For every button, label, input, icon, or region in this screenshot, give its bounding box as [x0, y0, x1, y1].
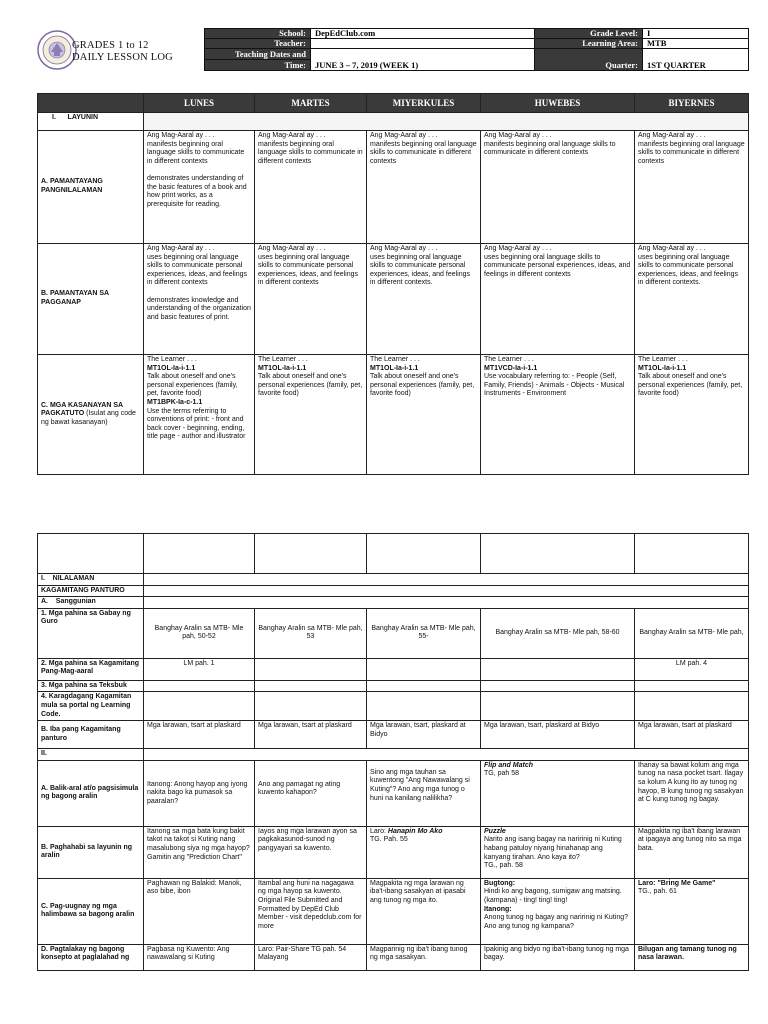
empty-cell: [38, 534, 144, 574]
cell-line: manifests beginning oral language skills to communicate in different contexts: [370, 140, 477, 165]
cell-line: Talk about oneself and one's personal experiences (family, pet, favorite food): [370, 373, 475, 398]
day-cell: Ano ang pamagat ng ating kuwento kahapon?: [255, 760, 367, 826]
day-cell: Magpakita ng iba't ibang larawan at ipagaya ang tunog nito sa mga bata.: [635, 826, 749, 878]
day-cell: [635, 131, 749, 244]
day-header-martes: MARTES: [255, 94, 367, 113]
day-cell: [367, 658, 481, 680]
cell-line: uses beginning oral language skills to communicate personal experiences, ideas, and feelings in different contexts: [147, 253, 248, 287]
mga-kasanayan-row: [38, 355, 749, 475]
pagtalakay-row: [38, 944, 749, 970]
game-name: Hanapin Mo Ako: [387, 827, 443, 835]
empty-cell: [255, 534, 367, 574]
day-cell: Itanong: Anong hayop ang iyong nakita bago ka pumasok sa paaralan?: [144, 760, 255, 826]
teacher-label: Teacher:: [205, 39, 311, 49]
cell-line: TG, pah 58: [484, 770, 520, 778]
paghahabi-row: [38, 826, 749, 878]
sanggunian-label: A. Sanggunian: [38, 597, 144, 609]
layunin-label: I. LAYUNIN: [38, 113, 144, 131]
day-header-lunes: LUNES: [144, 94, 255, 113]
day-cell: Mga larawan, tsart, plaskard at Bidyo: [481, 721, 635, 749]
dates-value: JUNE 3 – 7, 2019 (WEEK 1): [311, 49, 535, 71]
karagdagang-kagamitan-row: [38, 692, 749, 721]
cell-line: uses beginning oral language skills to communicate personal experiences, ideas, and feelings in different contexts: [258, 253, 359, 287]
cell-line: demonstrates knowledge and understanding of the organization and basic features of print.: [147, 296, 251, 321]
day-cell: Pagbasa ng Kuwento: Ang nawawalang si Kuting: [144, 944, 255, 970]
day-cell: [481, 878, 635, 944]
day-cell: Iayos ang mga larawan ayon sa pagkakasunod-sunod ng pangyayari sa kuwento.: [255, 826, 367, 878]
section-ii-row: [38, 749, 749, 761]
row-head: D. Pagtalakay ng bagong konsepto at paglalahad ng: [38, 944, 144, 970]
grade-level-value: I: [643, 29, 749, 39]
day-cell: Banghay Aralin sa MTB- Mle pah, 58-60: [481, 608, 635, 658]
band-cell: [144, 749, 749, 761]
quarter-label: Quarter:: [535, 49, 643, 71]
cell-line: Ang Mag-Aaral ay . . .: [258, 132, 326, 139]
cell-line: The Learner . . .: [638, 356, 688, 363]
day-cell: [255, 692, 367, 721]
cell-line: Ang Mag-Aaral ay . . .: [370, 245, 438, 252]
cell-line: The Learner . . .: [484, 356, 534, 363]
cell-line: Use vocabulary referring to: - People (Self, Family, Friends) - Animals - Objects - Musical Instruments - Environment: [484, 373, 625, 398]
pag-uugnay-row: [38, 878, 749, 944]
iba-pang-kagamitan-row: [38, 721, 749, 749]
cell-line: Talk about oneself and one's personal experiences (family, pet, favorite food): [638, 373, 743, 398]
row-head: B. PAMANTAYAN SA PAGGANAP: [38, 244, 144, 355]
pamantayang-pangnilalaman-row: [38, 131, 749, 244]
day-cell: [367, 680, 481, 692]
cell-line: Laro: "Bring Me Game": [638, 879, 716, 887]
day-cell: Mga larawan, tsart at plaskard: [144, 721, 255, 749]
day-cell: LM pah. 1: [144, 658, 255, 680]
day-cell: Magpakita ng mga larawan ng iba't-ibang sasakyan at ipasabi ang tunog ng mga ito.: [367, 878, 481, 944]
cell-line: Ang Mag-Aaral ay . . .: [370, 132, 438, 139]
day-cell: [635, 680, 749, 692]
row-head: 1. Mga pahina sa Gabay ng Guro: [38, 608, 144, 658]
day-cell: Mga larawan, tsart, plaskard at Bidyo: [367, 721, 481, 749]
cell-line: Flip and Match: [484, 761, 533, 769]
row-head: B. Iba pang Kagamitang panturo: [38, 721, 144, 749]
day-cell: Magparinig ng iba't ibang tunog ng mga sasakyan.: [367, 944, 481, 970]
day-cell: Sino ang mga tauhan sa kuwentong "Ang Nawawalang si Kuting"? Ano ang mga tunog o huni na kanilang nalilikha?: [367, 760, 481, 826]
cell-line: Ano ang tunog ng kampana?: [484, 922, 574, 930]
day-cell: [367, 692, 481, 721]
cell-line: Talk about oneself and one's personal experiences (family, pet, favorite food): [258, 373, 363, 398]
day-cell: [255, 658, 367, 680]
logo-line-2: DAILY LESSON LOG: [72, 52, 173, 63]
corner-cell: [38, 94, 144, 113]
day-cell: [144, 680, 255, 692]
row-head: [38, 355, 144, 475]
row-head: 3. Mga pahina sa Teksbuk: [38, 680, 144, 692]
section-ii-label: II.: [38, 749, 144, 761]
cell-line: manifests beginning oral language skills to communicate in different contexts: [484, 140, 616, 157]
day-cell: [635, 355, 749, 475]
kagamitang-pang-mag-aaral-row: [38, 658, 749, 680]
cell-line: TG., pah. 58: [484, 862, 523, 870]
cell-line: TG., pah. 61: [638, 888, 677, 896]
empty-cell: [367, 534, 481, 574]
day-cell: [255, 680, 367, 692]
cell-line: manifests beginning oral language skills to communicate in different contexts: [258, 140, 363, 165]
cell-line: Ang Mag-Aaral ay . . .: [638, 245, 706, 252]
cell-line: Ang Mag-Aaral ay . . .: [147, 245, 215, 252]
nilalaman-row: [38, 574, 749, 586]
day-cell: [635, 878, 749, 944]
learning-area-label: Learning Area:: [535, 39, 643, 49]
competency-code: MT1OL-Ia-i-1.1: [258, 364, 307, 372]
cell-line: TG. Pah. 55: [370, 836, 408, 844]
competency-code: MT1BPK-Ia-c-1.1: [147, 398, 203, 406]
day-cell: Ihanay sa bawat kolum ang mga tunog na nasa pocket tsart. Ilagay sa kolum A kung ito ay tunog ng hayop, B kung tunog ng sasakyan at C kung tunog ng bagay.: [635, 760, 749, 826]
teacher-value: [311, 39, 535, 49]
day-cell: Ipakinig ang bidyo ng iba't-ibang tunog ng mga bagay.: [481, 944, 635, 970]
day-cell: [144, 244, 255, 355]
day-cell: Itanong sa mga bata kung bakit takot na takot si Kuting nang masalubong siya ng mga hayop? Gamitin ang "Prediction Chart": [144, 826, 255, 878]
cell-line: uses beginning oral language skills to communicate personal experiences, ideas, and feelings in different contexts: [484, 253, 631, 278]
row-head: A. PAMANTAYANG PANGNILALAMAN: [38, 131, 144, 244]
nilalaman-label: I. NILALAMAN: [38, 574, 144, 586]
day-cell: [144, 692, 255, 721]
empty-header-row: [38, 534, 749, 574]
day-cell: [481, 680, 635, 692]
band-cell: [144, 574, 749, 586]
day-cell: [255, 355, 367, 475]
deped-seal-logo: [37, 30, 77, 70]
gabay-ng-guro-row: [38, 608, 749, 658]
school-label: School:: [205, 29, 311, 39]
day-header-miyerkules: MIYERKULES: [367, 94, 481, 113]
cell-line: The Learner . . .: [370, 356, 420, 363]
day-cell: [481, 131, 635, 244]
day-cell: [367, 131, 481, 244]
cell-line: Ang Mag-Aaral ay . . .: [484, 245, 552, 252]
school-value: DepEdClub.com: [311, 29, 535, 39]
cell-line: Use the terms referring to conventions of print: - front and back cover - beginning, ending, title page - author and illustrator: [147, 407, 246, 441]
day-cell: Itambal ang huni na nagagawa ng mga hayop sa kuwento. Original File Submitted and Formatted by DepEd Club Member - visit depedclub.com for more: [255, 878, 367, 944]
row-head: B. Paghahabi sa layunin ng aralin: [38, 826, 144, 878]
dates-label-line-1: Teaching Dates and: [234, 48, 306, 59]
cell-line: Laro: Hanapin Mo Ako: [370, 827, 443, 835]
cell-line: Ang Mag-Aaral ay . . .: [258, 245, 326, 252]
day-cell: [481, 658, 635, 680]
grade-level-label: Grade Level:: [535, 29, 643, 39]
teksbuk-row: [38, 680, 749, 692]
day-cell: Banghay Aralin sa MTB- Mle pah, 55-: [367, 608, 481, 658]
day-cell: [635, 244, 749, 355]
empty-cell: [635, 534, 749, 574]
day-cell: [367, 355, 481, 475]
content-procedure-table: [37, 533, 749, 971]
day-cell: Banghay Aralin sa MTB- Mle pah, 53: [255, 608, 367, 658]
competency-code: MT1OL-Ia-i-1.1: [147, 364, 196, 372]
empty-cell: [144, 534, 255, 574]
row-head: 4. Karagdagang Kagamitan mula sa portal ng Learning Code.: [38, 692, 144, 721]
day-cell: [481, 244, 635, 355]
day-cell: [481, 355, 635, 475]
day-cell: Banghay Aralin sa MTB- Mle pah, 50-52: [144, 608, 255, 658]
cell-line: [147, 288, 251, 297]
day-cell: [367, 826, 481, 878]
day-cell: [144, 355, 255, 475]
sanggunian-row: [38, 597, 749, 609]
row-head: C. Pag-uugnay ng mga halimbawa sa bagong aralin: [38, 878, 144, 944]
cell-line: manifests beginning oral language skills to communicate in different contexts: [638, 140, 745, 165]
cell-line: The Learner . . .: [147, 356, 197, 363]
days-header-row: [38, 94, 749, 113]
day-cell: [255, 131, 367, 244]
band-cell: [144, 597, 749, 609]
learning-area-value: MTB: [643, 39, 749, 49]
cell-line: Narito ang isang bagay na naririnig ni Kuting habang patuloy niyang hinahanap ang kanyang tirahan. Ano kaya ito?: [484, 836, 622, 861]
kagamitan-label: KAGAMITANG PANTURO: [38, 585, 144, 597]
cell-line: Itanong:: [484, 905, 512, 913]
day-cell: LM pah. 4: [635, 658, 749, 680]
day-cell: [481, 760, 635, 826]
day-header-huwebes: HUWEBES: [481, 94, 635, 113]
day-cell: Banghay Aralin sa MTB- Mle pah,: [635, 608, 749, 658]
day-cell: Mga larawan, tsart at plaskard: [635, 721, 749, 749]
day-cell: [481, 826, 635, 878]
time-label: Time:: [205, 60, 311, 71]
day-cell: Laro: Pair-Share TG pah. 54 Malayang: [255, 944, 367, 970]
cell-line: Bugtong:: [484, 879, 516, 887]
cell-line: Anong tunog ng bagay ang naririnig ni Kuting?: [484, 914, 628, 922]
day-cell: [481, 692, 635, 721]
row-head-title: C. MGA KASANAYAN SA PAGKATUTO: [41, 401, 123, 418]
balik-aral-row: [38, 760, 749, 826]
cell-line: The Learner . . .: [258, 356, 308, 363]
competency-code: MT1OL-Ia-i-1.1: [370, 364, 419, 372]
day-cell: [635, 692, 749, 721]
objectives-table: [37, 93, 749, 475]
layunin-band: [144, 113, 749, 131]
cell-line: Hindi ko ang bagong, sumigaw ang matsing. (kampana) - ting! ting! ting!: [484, 888, 622, 904]
empty-cell: [481, 534, 635, 574]
day-cell: [367, 244, 481, 355]
cell-line: Ang Mag-Aaral ay . . .: [484, 132, 552, 139]
quarter-value: 1ST QUARTER: [643, 49, 749, 71]
day-cell: Mga larawan, tsart at plaskard: [255, 721, 367, 749]
day-cell: [255, 244, 367, 355]
day-cell: Paghawan ng Balakid: Manok, aso bibe, ibon: [144, 878, 255, 944]
band-cell: [144, 585, 749, 597]
layunin-row: [38, 113, 749, 131]
day-header-biyernes: BIYERNES: [635, 94, 749, 113]
row-head: 2. Mga pahina sa Kagamitang Pang-Mag-aaral: [38, 658, 144, 680]
cell-line: uses beginning oral language skills to communicate personal experiences, ideas, and feelings in different contexts.: [370, 253, 471, 287]
kagamitan-row: [38, 585, 749, 597]
cell-line: Ang Mag-Aaral ay . . .: [147, 132, 215, 139]
cell-line: uses beginning oral language skills to communicate personal experiences, ideas, and feelings in different contexts.: [638, 253, 739, 287]
logo-line-1: GRADES 1 to 12: [72, 40, 149, 51]
competency-code: MT1VCD-Ia-i-1.1: [484, 364, 538, 372]
cell-line: Talk about oneself and one's personal experiences (family, pet, favorite food): [147, 373, 238, 398]
row-head-note: (Isulat ang code ng bawat kasanayan): [41, 410, 136, 426]
dates-label: [205, 49, 311, 60]
cell-line: manifests beginning oral language skills to communicate in different contexts: [147, 140, 245, 165]
row-head: A. Balik-aral at/o pagsisimula ng bagong aralin: [38, 760, 144, 826]
header-info-table: [204, 28, 749, 71]
pamantayan-sa-pagganap-row: [38, 244, 749, 355]
day-cell: Bilugan ang tamang tunog ng nasa larawan.: [635, 944, 749, 970]
cell-line: demonstrates understanding of the basic features of a book and how print works, as a prerequisite for reading.: [147, 174, 247, 208]
day-cell: [144, 131, 255, 244]
logo-text: [72, 40, 173, 64]
cell-line: [147, 166, 251, 175]
competency-code: MT1OL-Ia-i-1.1: [638, 364, 687, 372]
cell-line: Ang Mag-Aaral ay . . .: [638, 132, 706, 139]
cell-line: Puzzle: [484, 827, 506, 835]
